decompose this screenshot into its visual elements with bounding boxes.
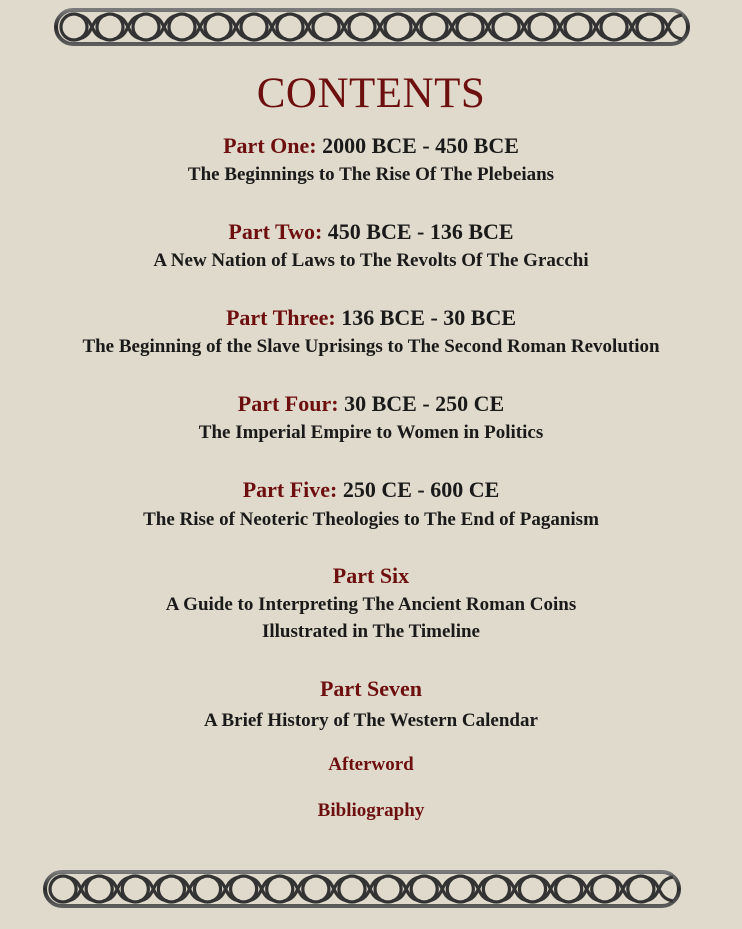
part-five-label: Part Five: [242,477,338,502]
part-seven-subtitle: A Brief History of The Western Calendar [204,710,538,731]
toc-part-seven[interactable] [0,675,742,703]
part-two-range: 450 BCE - 136 BCE [322,219,514,244]
page-title: CONTENTS [256,70,486,117]
toc-part-two[interactable] [0,218,742,246]
part-six-subtitle-line2: Illustrated in The Timeline [261,621,480,642]
part-six-subtitle: A Guide to Interpreting The Ancient Roman Coins [165,594,577,615]
part-one-label: Part One: [223,133,317,158]
part-five-subtitle: The Rise of Neoteric Theologies to The End of Paganism [143,509,599,530]
part-three-subtitle: The Beginning of the Slave Uprisings to The Second Roman Revolution [82,336,660,357]
part-two-subtitle: A New Nation of Laws to The Revolts Of The Gracchi [153,250,589,271]
part-seven-label: Part Seven [319,676,423,701]
part-one-subtitle: The Beginnings to The Rise Of The Plebeians [187,164,555,185]
part-two-label: Part Two: [228,219,323,244]
part-one-range: 2000 BCE - 450 BCE [316,133,519,158]
part-four-label: Part Four: [237,391,339,416]
part-three-label: Part Three: [225,305,336,330]
part-three-range: 136 BCE - 30 BCE [335,305,517,330]
celtic-knot-border-top [52,4,692,50]
part-four-range: 30 BCE - 250 CE [338,391,505,416]
toc-part-three[interactable] [0,304,742,332]
toc-part-five[interactable] [0,476,742,504]
part-six-label: Part Six [332,563,410,588]
toc-part-six[interactable] [0,562,742,590]
part-four-subtitle: The Imperial Empire to Women in Politics [198,422,544,443]
part-five-range: 250 CE - 600 CE [337,477,500,502]
toc-part-one[interactable] [0,132,742,160]
toc-afterword[interactable]: Afterword [328,754,414,775]
celtic-knot-border-bottom [41,866,683,912]
toc-bibliography[interactable]: Bibliography [317,800,425,821]
toc-part-four[interactable] [0,390,742,418]
